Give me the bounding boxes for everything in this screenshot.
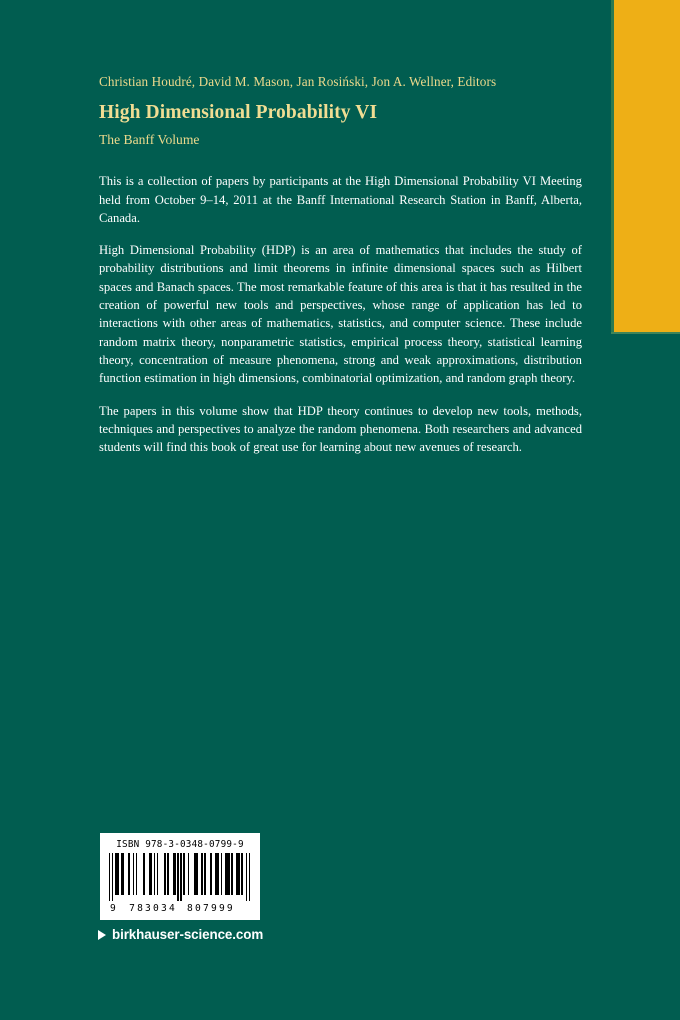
isbn-barcode [100, 833, 260, 920]
blurb-paragraph-1: This is a collection of papers by participants at the High Dimensional Probability VI Meeting held from October 9–14, 2011 at the Banff International Research Station in Banff, Alberta, Canada. [99, 174, 582, 225]
ean-left-group: 783034 [129, 903, 177, 915]
ean-right-group: 807999 [187, 903, 235, 915]
publisher-url-label: birkhauser-science.com [112, 927, 264, 942]
book-subtitle: The Banff Volume [99, 131, 200, 147]
isbn-number: ISBN 978-3-0348-0799-9 [116, 839, 244, 850]
play-triangle-icon [98, 930, 106, 940]
blurb-paragraph-2: High Dimensional Probability (HDP) is an area of mathematics that includes the study of probability distributions and limit theorems in infinite dimensional spaces such as Hilbert spaces and Banach spaces. The most remarkable feature of this area is that it has resulted in the creation of powerful new tools and perspectives, whose range of application has led to interactions with other areas of mathematics, statistics, and computer science. These include random matrix theory, nonparametric statistics, empirical process theory, statistical learning theory, concentration of measure phenomena, strong and weak approximations, distribution function estimation in high dimensions, combinatorial optimization, and random graph theory. [99, 243, 582, 386]
accent-band [614, 0, 680, 332]
publisher-website[interactable] [98, 927, 263, 942]
ean-lead-digit: 9 [110, 903, 116, 915]
editors-line: Christian Houdré, David M. Mason, Jan Rosiński, Jon A. Wellner, Editors [99, 74, 497, 89]
cover-text-column [99, 74, 582, 457]
blurb-text [99, 172, 582, 456]
book-title: High Dimensional Probability VI [99, 101, 378, 123]
barcode-bars [109, 853, 251, 901]
blurb-paragraph-3: The papers in this volume show that HDP theory continues to develop new tools, methods, techniques and perspectives to analyze the random phenomena. Both researchers and advanced students will find this book of great use for learning about new avenues of research. [99, 403, 582, 455]
accent-band-underline [611, 332, 680, 334]
ean-digits-row [109, 904, 251, 914]
